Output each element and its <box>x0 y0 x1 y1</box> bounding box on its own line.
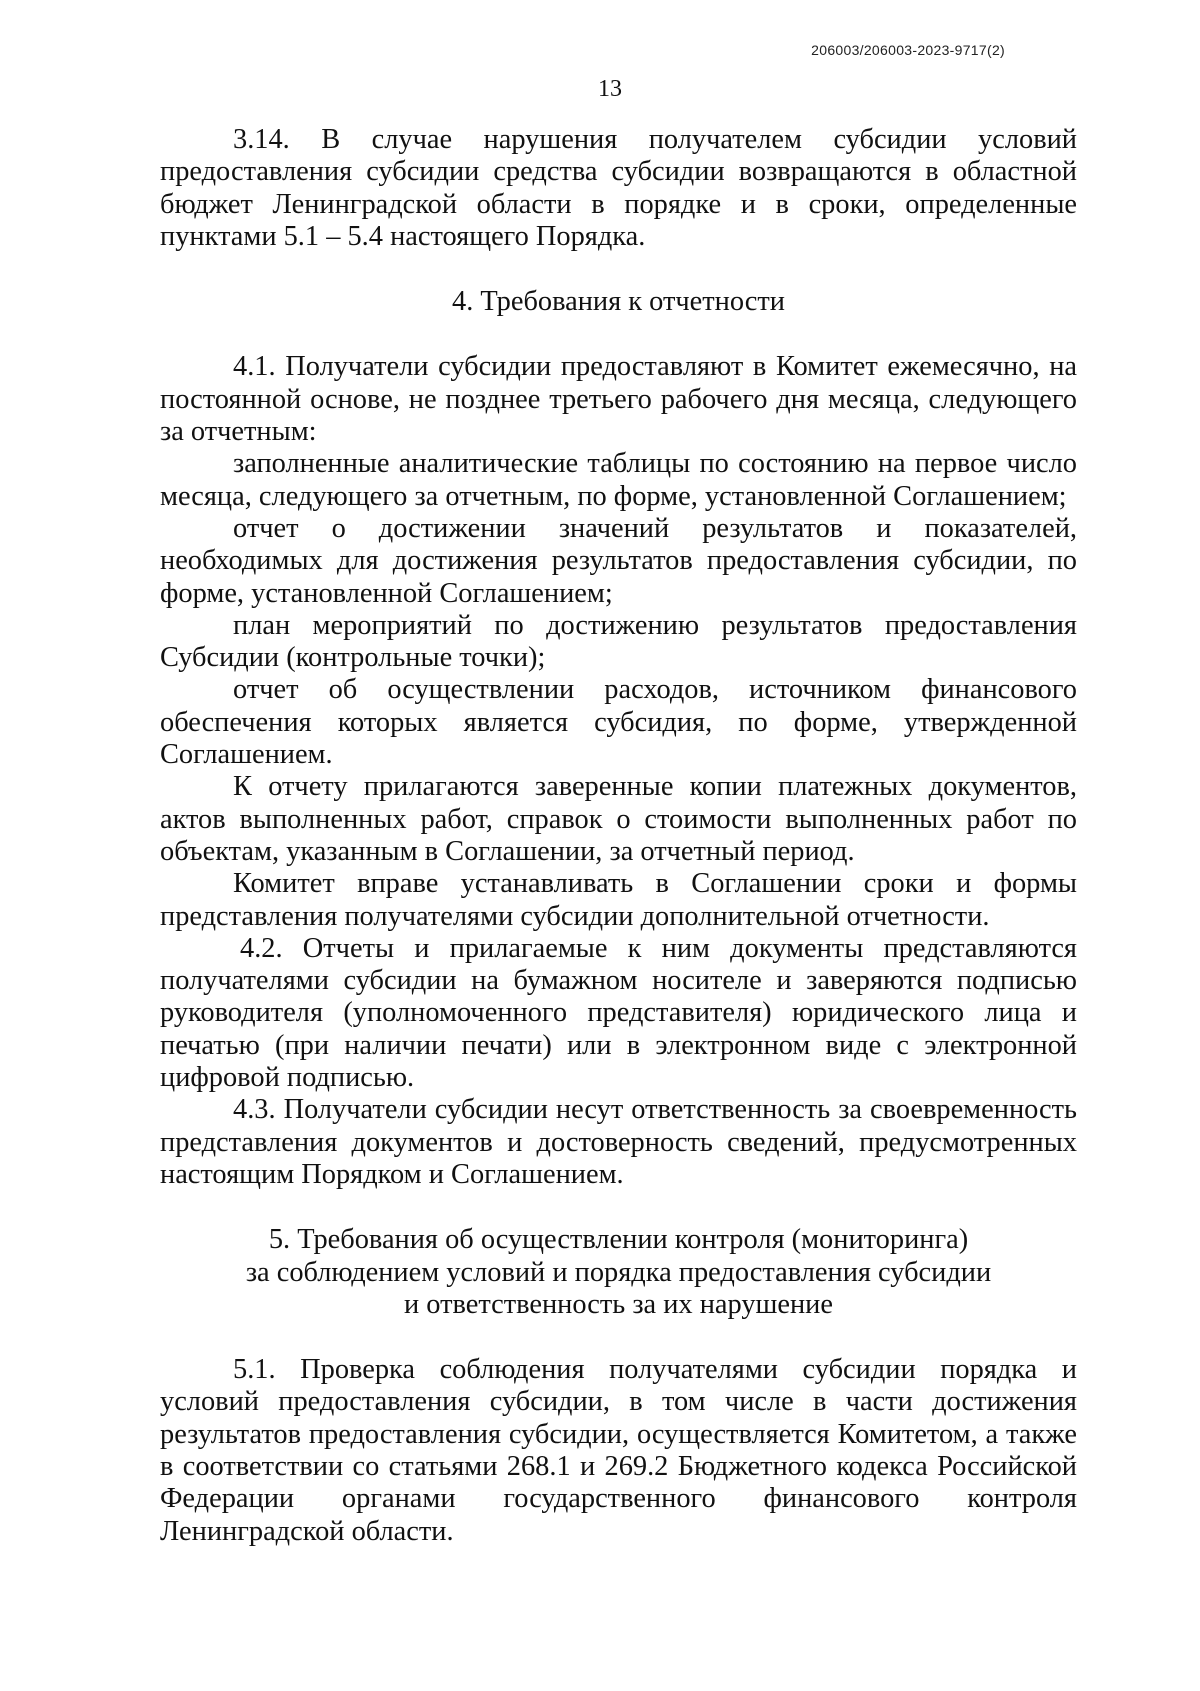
list-item-action-plan: план мероприятий по достижению результатов предоставления Субсидии (контрольные точки); <box>160 609 1077 674</box>
paragraph-3-14: 3.14. В случае нарушения получателем субсидии условий предоставления субсидии средства субсидии возвращаются в областной бюджет Ленинградской области в порядке и в сроки, определенные пунктами 5.1 – 5.4 настоящего Порядка. <box>160 124 1077 252</box>
spacer <box>160 1321 1077 1354</box>
list-item-analytic-tables: заполненные аналитические таблицы по состоянию на первое число месяца, следующего за отчетным, по форме, установленной Соглашением; <box>160 448 1077 512</box>
spacer <box>160 1191 1077 1224</box>
paragraph-committee-rights: Комитет вправе устанавливать в Соглашении сроки и формы представления получателями субсидии дополнительной отчетности. <box>160 868 1077 932</box>
paragraph-5-1: 5.1. Проверка соблюдения получателями субсидии порядка и условий предоставления субсидии, в том числе в части достижения результатов предоставления субсидии, осуществляется Комитетом, а также в соответствии со статьями 268.1 и 269.2 Бюджетного кодекса Российской Федерации органами государственного финансового контроля Ленинградской области. <box>160 1354 1077 1547</box>
section-5-heading-line-3: и ответственность за их нарушение <box>404 1288 833 1320</box>
list-item-expenses-report: отчет об осуществлении расходов, источником финансового обеспечения которых является субсидия, по форме, утвержденной Соглашением. <box>160 674 1077 771</box>
spacer <box>160 318 1077 351</box>
list-item-results-report: отчет о достижении значений результатов и показателей, необходимых для достижения результатов предоставления субсидии, по форме, установленной Соглашением; <box>160 512 1077 609</box>
section-4-heading: 4. Требования к отчетности <box>452 286 785 318</box>
paragraph-4-1: 4.1. Получатели субсидии предоставляют в Комитет ежемесячно, на постоянной основе, не позднее третьего рабочего дня месяца, следующего за отчетным: <box>160 351 1077 448</box>
page-number: 13 <box>598 76 622 102</box>
document-body <box>160 124 1077 1548</box>
section-5-heading-line-1: 5. Требования об осуществлении контроля (мониторинга) <box>268 1224 969 1256</box>
paragraph-4-2: 4.2. Отчеты и прилагаемые к ним документы представляются получателями субсидии на бумажном носителе и заверяются подписью руководителя (уполномоченного представителя) юридического лица и печатью (при наличии печати) или в электронном виде с электронной цифровой подписью. <box>160 932 1077 1094</box>
document-registration-number: 206003/206003-2023-9717(2) <box>811 42 1005 58</box>
paragraph-4-3: 4.3. Получатели субсидии несут ответственность за своевременность представления документов и достоверность сведений, предусмотренных настоящим Порядком и Соглашением. <box>160 1094 1077 1190</box>
section-5-heading-line-2: за соблюдением условий и порядка предоставления субсидии <box>245 1256 992 1288</box>
spacer <box>160 253 1077 286</box>
paragraph-attachments: К отчету прилагаются заверенные копии платежных документов, актов выполненных работ, справок о стоимости выполненных работ по объектам, указанным в Соглашении, за отчетный период. <box>160 771 1077 867</box>
